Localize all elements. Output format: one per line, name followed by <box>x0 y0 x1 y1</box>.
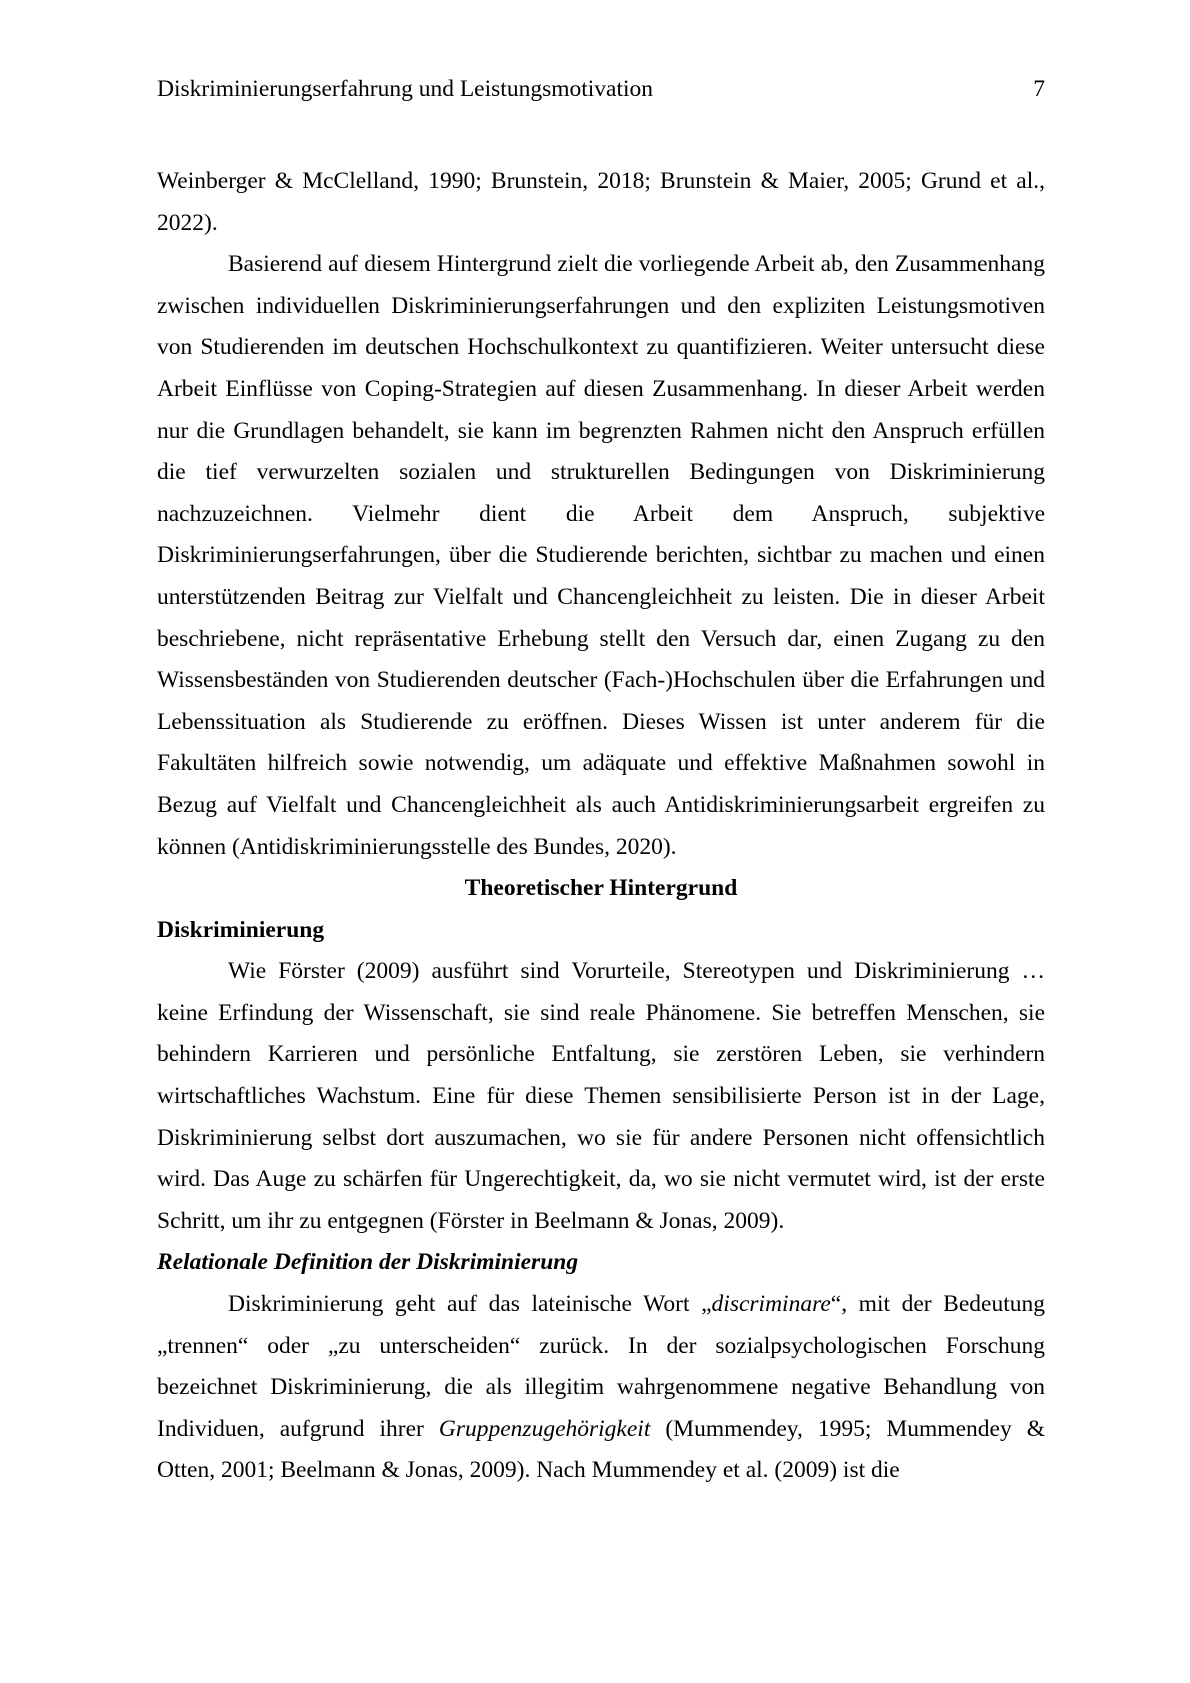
body-text <box>157 161 1045 1492</box>
definition-text-a: Diskriminierung geht auf das lateinische Wort „ <box>228 1291 712 1318</box>
paragraph-definition <box>157 1284 1045 1492</box>
paragraph-continuation: Weinberger & McClelland, 1990; Brunstein, 2018; Brunstein & Maier, 2005; Grund et al., 2022). <box>157 168 1045 236</box>
running-head-title: Diskriminierungserfahrung und Leistungsmotivation <box>157 76 654 102</box>
definition-term-discriminare: discriminare <box>711 1291 831 1318</box>
definition-text-c: “, mit der Bedeutung „trennen“ oder „zu unterscheiden“ zurück. In der sozialpsychologischen Forschung bezeichnet Diskriminierung, die als illegitim wahrgenommene negative Behandlung von Individuen, aufgrund ihrer <box>157 1291 1045 1442</box>
subsubsection-heading: Relationale Definition der Diskriminierung <box>157 1249 579 1276</box>
paragraph-foerster: Wie Förster (2009) ausführt sind Vorurteile, Stereotypen und Diskriminierung … keine Erfindung der Wissenschaft, sie sind reale Phänomene. Sie betreffen Menschen, sie behindern Karrieren und persönliche Entfaltung, sie zerstören Leben, sie verhindern wirtschaftliches Wachstum. Eine für diese Themen sensibilisierte Person ist in der Lage, Diskriminierung selbst dort auszumachen, wo sie für andere Personen nicht offensichtlich wird. Das Auge zu schärfen für Ungerechtigkeit, da, wo sie nicht vermutet wird, ist der erste Schritt, um ihr zu entgegnen (Förster in Beelmann & Jonas, 2009). <box>157 958 1045 1234</box>
paragraph-aim: Basierend auf diesem Hintergrund zielt die vorliegende Arbeit ab, den Zusammenhang zwischen individuellen Diskriminierungserfahrungen und den expliziten Leistungsmotiven von Studierenden im deutschen Hochschulkontext zu quantifizieren. Weiter untersucht diese Arbeit Einflüsse von Coping-Strategien auf diesen Zusammenhang. In dieser Arbeit werden nur die Grundlagen behandelt, sie kann im begrenzten Rahmen nicht den Anspruch erfüllen die tief verwurzelten sozialen und strukturellen Bedingungen von Diskriminierung nachzuzeichnen. Vielmehr dient die Arbeit dem Anspruch, subjektive Diskriminierungserfahrungen, über die Studierende berichten, sichtbar zu machen und einen unterstützenden Beitrag zur Vielfalt und Chancengleichheit zu leisten. Die in dieser Arbeit beschriebene, nicht repräsentative Erhebung stellt den Versuch dar, einen Zugang zu den Wissensbeständen von Studierenden deutscher (Fach-)Hochschulen über die Erfahrungen und Lebenssituation als Studierende zu eröffnen. Dieses Wissen ist unter anderem für die Fakultäten hilfreich sowie notwendig, um adäquate und effektive Maßnahmen sowohl in Bezug auf Vielfalt und Chancengleichheit als auch Antidiskriminierungsarbeit ergreifen zu können (Antidiskriminierungsstelle des Bundes, 2020). <box>157 251 1045 860</box>
definition-text-e: (Mummendey, 1995; Mummendey & Otten, 2001; Beelmann & Jonas, 2009). Nach Mummendey et al. (2009) ist die <box>157 1415 1045 1484</box>
running-head <box>157 72 1045 106</box>
definition-term-gruppenzugehoerigkeit: Gruppenzugehörigkeit <box>438 1415 651 1442</box>
section-heading: Theoretischer Hintergrund <box>464 875 738 902</box>
subsection-heading: Diskriminierung <box>157 916 325 943</box>
page-number: 7 <box>1033 76 1045 102</box>
